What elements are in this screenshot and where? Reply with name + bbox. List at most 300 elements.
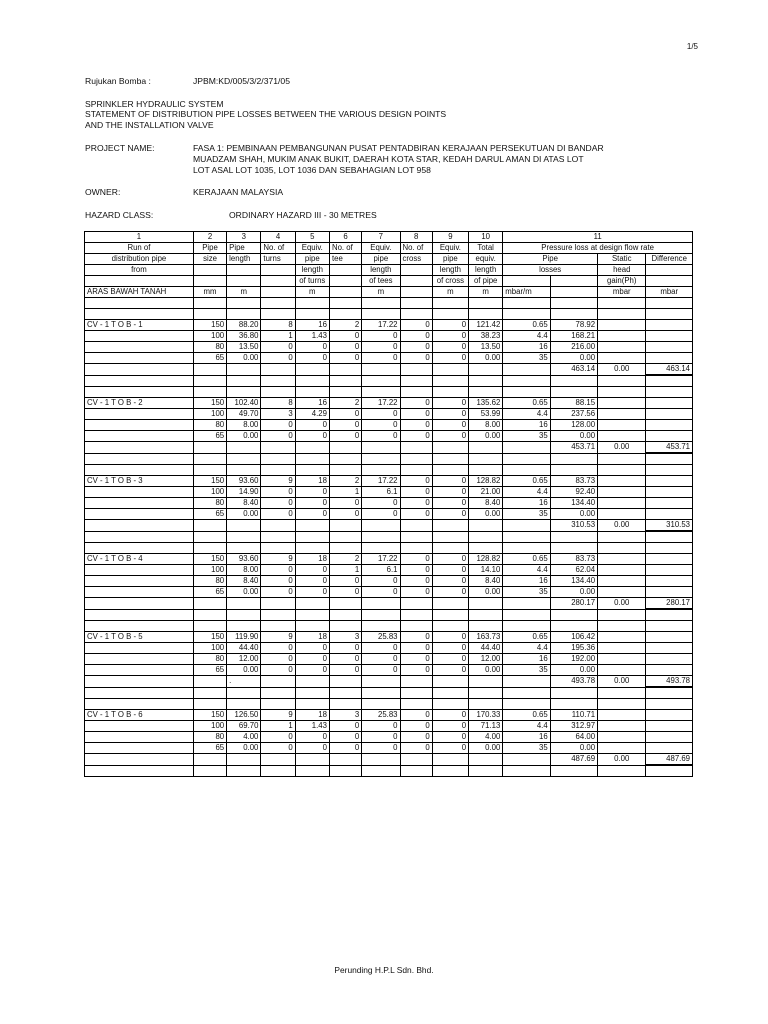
cell-tee: 0 <box>329 587 361 598</box>
empty-cell <box>598 498 646 509</box>
cell-equiv-turns: 0 <box>295 431 329 442</box>
cell-equiv-turns: 0 <box>295 353 329 364</box>
cell-equiv-cross: 0 <box>432 565 468 576</box>
empty-cell <box>295 375 329 387</box>
empty-cell <box>503 309 550 320</box>
col-num: 7 <box>362 232 400 243</box>
empty-cell <box>646 309 693 320</box>
empty-cell <box>598 643 646 654</box>
empty-cell <box>503 531 550 543</box>
cell-rate: 35 <box>503 509 550 520</box>
empty-cell <box>329 387 361 398</box>
cell-equiv-turns: 16 <box>295 398 329 409</box>
cell-tee: 0 <box>329 576 361 587</box>
table-row <box>85 431 693 442</box>
cell-size: 100 <box>193 643 226 654</box>
empty-cell <box>550 375 597 387</box>
empty-cell <box>85 643 194 654</box>
header-run: Run of <box>85 243 194 254</box>
cell-cross: 0 <box>400 353 432 364</box>
header-run: distribution pipe <box>85 254 194 265</box>
empty-cell <box>503 754 550 766</box>
empty-cell <box>646 732 693 743</box>
empty-cell <box>598 353 646 364</box>
empty-cell <box>432 676 468 688</box>
cell-equiv-turns: 18 <box>295 632 329 643</box>
table-row <box>85 420 693 431</box>
cell-loss: 192.00 <box>550 654 597 665</box>
empty-cell <box>432 387 468 398</box>
cell-size: 65 <box>193 587 226 598</box>
table-row <box>85 320 693 331</box>
empty-cell <box>550 453 597 465</box>
cell-equiv-cross: 0 <box>432 342 468 353</box>
cell-size: 80 <box>193 342 226 353</box>
cell-total: 53.99 <box>469 409 503 420</box>
empty-cell <box>295 609 329 621</box>
empty-cell <box>85 331 194 342</box>
cell-size: 100 <box>193 331 226 342</box>
empty-cell <box>503 453 550 465</box>
table-row <box>85 632 693 643</box>
title-line-3: AND THE INSTALLATION VALVE <box>85 120 214 130</box>
cell-rate: 16 <box>503 342 550 353</box>
header-turns: turns <box>261 254 295 265</box>
cell-turns: 0 <box>261 487 295 498</box>
header-size: size <box>193 254 226 265</box>
cell-cross: 0 <box>400 509 432 520</box>
cell-equiv-cross: 0 <box>432 554 468 565</box>
cell-rate: 4.4 <box>503 487 550 498</box>
empty-cell <box>261 309 295 320</box>
empty-cell <box>432 621 468 632</box>
empty-cell <box>646 409 693 420</box>
cell-rate: 35 <box>503 353 550 364</box>
col-num: 6 <box>329 232 361 243</box>
cell-loss: 110.71 <box>550 710 597 721</box>
cell-tee: 3 <box>329 710 361 721</box>
empty-cell <box>503 364 550 376</box>
empty-cell <box>362 442 400 454</box>
cell-rate: 0.65 <box>503 320 550 331</box>
empty-cell <box>85 364 194 376</box>
empty-cell <box>85 721 194 732</box>
empty-cell <box>646 665 693 676</box>
footer: Perunding H.P.L Sdn. Bhd. <box>334 965 434 975</box>
empty-cell <box>432 543 468 554</box>
empty-cell <box>646 621 693 632</box>
table-row <box>85 587 693 598</box>
col-num: 8 <box>400 232 432 243</box>
cell-tee: 2 <box>329 320 361 331</box>
cell-total: 44.40 <box>469 643 503 654</box>
empty-cell <box>329 543 361 554</box>
empty-cell <box>503 387 550 398</box>
empty-cell <box>432 765 468 777</box>
empty-cell <box>469 375 503 387</box>
cell-rate: 4.4 <box>503 409 550 420</box>
table-row <box>85 331 693 342</box>
cell-length: 8.00 <box>227 420 261 431</box>
cell-cross: 0 <box>400 710 432 721</box>
empty-cell <box>432 531 468 543</box>
empty-cell <box>598 409 646 420</box>
cell-length: 0.00 <box>227 353 261 364</box>
empty-cell <box>503 375 550 387</box>
empty-cell <box>469 687 503 699</box>
cell-equiv-cross: 0 <box>432 320 468 331</box>
header-equiv-turns: pipe <box>295 254 329 265</box>
empty-cell <box>193 621 226 632</box>
table-row <box>85 509 693 520</box>
empty-cell <box>646 743 693 754</box>
cell-equiv-turns: 0 <box>295 654 329 665</box>
cell-rate: 35 <box>503 431 550 442</box>
cell-turns: 0 <box>261 743 295 754</box>
cell-total: 0.00 <box>469 509 503 520</box>
cell-turns: 0 <box>261 576 295 587</box>
cell-rate: 16 <box>503 732 550 743</box>
cell-equiv-turns: 4.29 <box>295 409 329 420</box>
cell-equiv-cross: 0 <box>432 576 468 587</box>
empty-cell <box>646 453 693 465</box>
cell-equiv-cross: 0 <box>432 732 468 743</box>
empty-cell <box>646 699 693 710</box>
empty-cell <box>469 309 503 320</box>
empty-cell <box>598 543 646 554</box>
empty-cell <box>646 710 693 721</box>
empty-cell <box>598 565 646 576</box>
empty-cell <box>646 654 693 665</box>
col-num: 5 <box>295 232 329 243</box>
empty-cell <box>193 543 226 554</box>
empty-cell <box>85 431 194 442</box>
header-run: from <box>85 265 194 276</box>
cell-equiv-tees: 0 <box>362 353 400 364</box>
table-row <box>85 342 693 353</box>
header-static: head <box>598 265 646 276</box>
empty-cell <box>646 398 693 409</box>
empty-cell <box>469 531 503 543</box>
group-total: 280.17 <box>550 598 597 610</box>
spacer-row <box>85 765 693 777</box>
empty-cell <box>400 676 432 688</box>
spacer-row <box>85 531 693 543</box>
empty-cell <box>329 598 361 610</box>
cell-equiv-turns: 0 <box>295 565 329 576</box>
empty-cell <box>432 364 468 376</box>
empty-cell <box>400 375 432 387</box>
empty-cell <box>85 587 194 598</box>
empty-cell <box>227 687 261 699</box>
cell-size: 65 <box>193 353 226 364</box>
group-mark <box>227 520 261 532</box>
cell-total: 0.00 <box>469 587 503 598</box>
unit-equiv-cross: m <box>432 287 468 298</box>
empty-cell <box>400 754 432 766</box>
cell-length: 93.60 <box>227 476 261 487</box>
empty-cell <box>646 331 693 342</box>
cell-loss: 88.15 <box>550 398 597 409</box>
empty-cell <box>432 754 468 766</box>
empty-cell <box>193 687 226 699</box>
empty-cell <box>598 487 646 498</box>
empty-cell <box>193 364 226 376</box>
hazard-label: HAZARD CLASS: <box>85 210 154 220</box>
cell-cross: 0 <box>400 498 432 509</box>
empty-cell <box>261 465 295 476</box>
group-mark <box>227 364 261 376</box>
cell-loss: 83.73 <box>550 476 597 487</box>
empty-cell <box>598 509 646 520</box>
cell-equiv-tees: 0 <box>362 431 400 442</box>
empty-cell <box>646 298 693 309</box>
empty-cell <box>85 765 194 777</box>
empty-cell <box>362 621 400 632</box>
cell-equiv-turns: 0 <box>295 743 329 754</box>
empty-cell <box>329 699 361 710</box>
unit-static: mbar <box>598 287 646 298</box>
cell-total: 135.62 <box>469 398 503 409</box>
cell-equiv-tees: 0 <box>362 409 400 420</box>
cell-rate: 0.65 <box>503 398 550 409</box>
empty-cell <box>432 687 468 699</box>
empty-cell <box>261 453 295 465</box>
table-row <box>85 654 693 665</box>
col-num: 10 <box>469 232 503 243</box>
cell-length: 102.40 <box>227 398 261 409</box>
empty-cell <box>193 442 226 454</box>
cell-equiv-tees: 0 <box>362 643 400 654</box>
cell-turns: 1 <box>261 331 295 342</box>
empty-cell <box>400 465 432 476</box>
empty-cell <box>598 375 646 387</box>
header-total: Total <box>469 243 503 254</box>
empty-cell <box>469 699 503 710</box>
empty-cell <box>646 420 693 431</box>
cell-equiv-turns: 0 <box>295 665 329 676</box>
header-cross: cross <box>400 254 432 265</box>
cell-equiv-cross: 0 <box>432 710 468 721</box>
empty-cell <box>295 531 329 543</box>
cell-cross: 0 <box>400 320 432 331</box>
empty-cell <box>362 309 400 320</box>
empty-cell <box>261 609 295 621</box>
col-num: 4 <box>261 232 295 243</box>
cell-loss: 134.40 <box>550 576 597 587</box>
cell-cross: 0 <box>400 721 432 732</box>
column-number-row <box>85 232 693 243</box>
empty-cell <box>432 309 468 320</box>
cell-length: 126.50 <box>227 710 261 721</box>
empty-cell <box>362 298 400 309</box>
project-line-1: FASA 1: PEMBINAAN PEMBANGUNAN PUSAT PENTADBIRAN KERAJAAN PERSEKUTUAN DI BANDAR <box>193 143 604 153</box>
cell-rate: 0.65 <box>503 710 550 721</box>
cell-rate: 35 <box>503 743 550 754</box>
units-row <box>85 287 693 298</box>
cell-equiv-turns: 0 <box>295 732 329 743</box>
empty-cell <box>227 453 261 465</box>
cell-size: 150 <box>193 710 226 721</box>
empty-cell <box>227 387 261 398</box>
cell-total: 0.00 <box>469 665 503 676</box>
empty-cell <box>550 621 597 632</box>
empty-cell <box>261 442 295 454</box>
header-length: length <box>227 254 261 265</box>
empty-cell <box>261 687 295 699</box>
empty-cell <box>295 387 329 398</box>
group-static: 0.00 <box>598 676 646 688</box>
empty-cell <box>400 309 432 320</box>
reference-value: JPBM:KD/005/3/2/371/05 <box>193 76 290 86</box>
cell-length: 0.00 <box>227 587 261 598</box>
cell-size: 65 <box>193 743 226 754</box>
cell-turns: 9 <box>261 476 295 487</box>
col-num: 11 <box>503 232 693 243</box>
empty-cell <box>261 765 295 777</box>
empty-cell <box>646 509 693 520</box>
header-total: of pipe <box>469 276 503 287</box>
spacer-row <box>85 309 693 320</box>
cell-rate: 35 <box>503 665 550 676</box>
empty-cell <box>598 453 646 465</box>
empty-cell <box>469 387 503 398</box>
empty-cell <box>227 309 261 320</box>
cell-size: 150 <box>193 632 226 643</box>
empty-cell <box>193 598 226 610</box>
cell-loss: 92.40 <box>550 487 597 498</box>
cell-equiv-cross: 0 <box>432 587 468 598</box>
empty-cell <box>362 598 400 610</box>
cell-equiv-tees: 0 <box>362 743 400 754</box>
cell-equiv-turns: 0 <box>295 643 329 654</box>
cell-equiv-tees: 25.83 <box>362 632 400 643</box>
empty-cell <box>646 632 693 643</box>
table-row <box>85 710 693 721</box>
header-turns: No. of <box>261 243 295 254</box>
header-equiv-turns: Equiv. <box>295 243 329 254</box>
cell-equiv-turns: 1.43 <box>295 331 329 342</box>
table-row <box>85 409 693 420</box>
empty-cell <box>227 375 261 387</box>
group-static: 0.00 <box>598 754 646 766</box>
empty-cell <box>193 699 226 710</box>
group-total-row <box>85 676 693 688</box>
cell-loss: 0.00 <box>550 665 597 676</box>
cell-loss: 106.42 <box>550 632 597 643</box>
empty-cell <box>598 398 646 409</box>
table-row <box>85 487 693 498</box>
empty-cell <box>227 699 261 710</box>
cell-equiv-cross: 0 <box>432 498 468 509</box>
cell-equiv-tees: 0 <box>362 587 400 598</box>
empty-cell <box>646 609 693 621</box>
empty-cell <box>469 598 503 610</box>
project-line-2: MUADZAM SHAH, MUKIM ANAK BUKIT, DAERAH KOTA STAR, KEDAH DARUL AMAN DI ATAS LOT <box>193 154 584 164</box>
empty-cell <box>295 453 329 465</box>
col-num: 1 <box>85 232 194 243</box>
cell-equiv-cross: 0 <box>432 487 468 498</box>
empty-cell <box>432 442 468 454</box>
spacer-row <box>85 375 693 387</box>
table-row <box>85 576 693 587</box>
empty-cell <box>261 375 295 387</box>
empty-cell <box>362 765 400 777</box>
cell-loss: 312.97 <box>550 721 597 732</box>
title-line-2: STATEMENT OF DISTRIBUTION PIPE LOSSES BETWEEN THE VARIOUS DESIGN POINTS <box>85 109 447 119</box>
empty-cell <box>85 609 194 621</box>
spacer-row <box>85 687 693 699</box>
empty-cell <box>400 543 432 554</box>
empty-cell <box>646 565 693 576</box>
cell-size: 80 <box>193 654 226 665</box>
cell-turns: 0 <box>261 353 295 364</box>
empty-cell <box>295 699 329 710</box>
cell-equiv-tees: 0 <box>362 576 400 587</box>
empty-cell <box>598 721 646 732</box>
empty-cell <box>469 442 503 454</box>
cell-turns: 0 <box>261 643 295 654</box>
empty-cell <box>362 699 400 710</box>
cell-cross: 0 <box>400 409 432 420</box>
empty-cell <box>503 699 550 710</box>
table-row <box>85 565 693 576</box>
cell-total: 38.23 <box>469 331 503 342</box>
empty-cell <box>469 298 503 309</box>
group-total: 453.71 <box>550 442 597 454</box>
empty-cell <box>646 554 693 565</box>
cell-loss: 128.00 <box>550 420 597 431</box>
empty-cell <box>85 732 194 743</box>
empty-cell <box>400 364 432 376</box>
cell-loss: 0.00 <box>550 509 597 520</box>
empty-cell <box>85 687 194 699</box>
empty-cell <box>329 309 361 320</box>
empty-cell <box>503 298 550 309</box>
empty-cell <box>193 453 226 465</box>
empty-cell <box>503 465 550 476</box>
cell-length: 0.00 <box>227 509 261 520</box>
empty-cell <box>646 543 693 554</box>
empty-cell <box>646 375 693 387</box>
cell-loss: 0.00 <box>550 353 597 364</box>
empty-cell <box>598 476 646 487</box>
empty-cell <box>646 431 693 442</box>
empty-cell <box>227 531 261 543</box>
run-name: CV - 1 T O B - 5 <box>85 632 194 643</box>
empty-cell <box>85 520 194 532</box>
cell-length: 13.50 <box>227 342 261 353</box>
empty-cell <box>432 298 468 309</box>
empty-cell <box>362 543 400 554</box>
empty-cell <box>400 453 432 465</box>
group-total: 310.53 <box>550 520 597 532</box>
cell-equiv-cross: 0 <box>432 632 468 643</box>
cell-turns: 9 <box>261 710 295 721</box>
unit-total: m <box>469 287 503 298</box>
empty-cell <box>400 765 432 777</box>
table-row <box>85 721 693 732</box>
empty-cell <box>598 687 646 699</box>
empty-cell <box>193 465 226 476</box>
cell-cross: 0 <box>400 420 432 431</box>
header-tee: No. of <box>329 243 361 254</box>
cell-tee: 1 <box>329 565 361 576</box>
empty-cell <box>469 465 503 476</box>
empty-cell <box>469 520 503 532</box>
cell-cross: 0 <box>400 654 432 665</box>
cell-equiv-tees: 0 <box>362 420 400 431</box>
